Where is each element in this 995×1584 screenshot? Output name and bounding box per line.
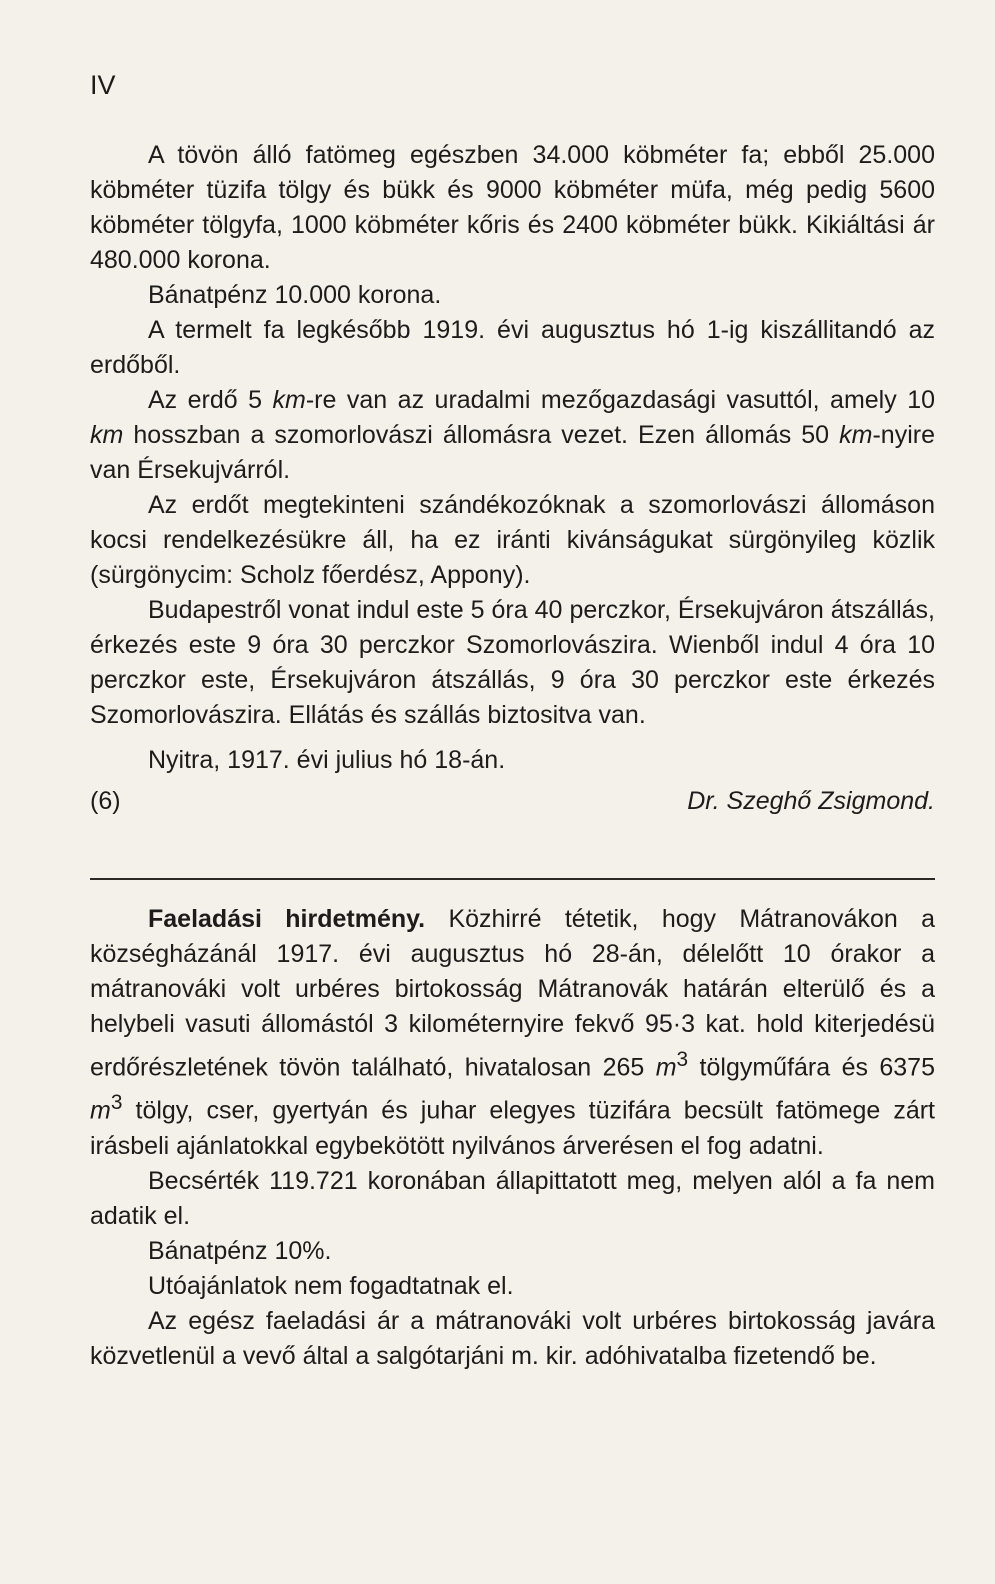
paragraph-deposit: Bánatpénz 10.000 korona. (148, 281, 442, 309)
reference-number: (6) (90, 787, 121, 815)
paragraph-inspection: Az erdőt megtekinteni szándékozóknak a szomorlovászi állomáson kocsi rendelkezésükre áll, ha ez iránti kivánságukat sürgönyileg közlik (sürgönycim: Scholz főerdész, Appony). (90, 491, 935, 589)
section-divider (90, 878, 935, 880)
page-number: IV (90, 70, 116, 100)
paragraph-timber-volume: A tövön álló fatömeg egészben 34.000 köbméter fa; ebből 25.000 köbméter tüzifa tölgy és bükk és 9000 köbméter müfa, még pedig 5600 köbméter tölgyfa, 1000 köbméter kőris és 2400 köbméter bükk. Kikiáltási ár 480.000 korona. (90, 141, 935, 274)
notice-heading: Faeladási hirdetmény. (148, 905, 426, 933)
first-notice (90, 138, 935, 820)
paragraph-payment: Az egész faeladási ár a mátranováki volt urbéres birtokosság javára közvetlenül a vevő által a salgótarjáni m. kir. adóhivatalba fizetendő be. (90, 1306, 935, 1370)
paragraph-estimated-value: Becsérték 119.721 koronában állapittatott meg, melyen alól a fa nem adatik el. (90, 1166, 935, 1230)
signature-line (90, 784, 935, 820)
place-date: Nyitra, 1917. évi julius hó 18-án. (148, 746, 506, 774)
paragraph-train-schedule: Budapestről vonat indul este 5 óra 40 perczkor, Érsekujváron átszállás, érkezés este 9 óra 30 perczkor Szomorlovászira. Wienből indul 4 óra 10 perczkor este, Érsekujváron átszállás, 9 óra 30 perczkor este érkezés Szomorlovászira. Ellátás és szállás biztositva van. (90, 596, 935, 729)
second-notice (90, 902, 935, 1374)
paragraph-deposit-percent: Bánatpénz 10%. (148, 1236, 332, 1265)
paragraph-distance: Az erdő 5 km-re van az uradalmi mezőgazdasági vasuttól, amely 10 km hosszban a szomorlovászi állomásra vezet. Ezen állomás 50 km-nyire van Érsekujvárról. (90, 386, 936, 484)
signature: Dr. Szeghő Zsigmond. (687, 787, 935, 815)
paragraph-delivery-deadline: A termelt fa legkésőbb 1919. évi augusztus hó 1-ig kiszállitandó az erdőből. (90, 316, 935, 379)
paragraph-late-offers: Utóajánlatok nem fogadtatnak el. (148, 1271, 514, 1300)
paragraph-announcement: Faeladási hirdetmény. Közhirré tétetik, hogy Mátranovákon a községházánál 1917. évi augusztus hó 28-án, délelőtt 10 órakor a mátranováki volt urbéres birtokosság Mátranovák határán elterülő és a helybeli vasuti állomástól 3 kilométernyire fekvő 95·3 kat. hold kiterjedésü erdőrészletének tövön található, hivatalosan 265 $m^3$ tölgyműfára és 6375 $m^3$ tölgy, cser, gyertyán és juhar elegyes tüzifára becsült fatömege zárt irásbeli ajánlatokkal egybekötött nyilvános árverésen el fog adatni. (90, 905, 935, 1160)
